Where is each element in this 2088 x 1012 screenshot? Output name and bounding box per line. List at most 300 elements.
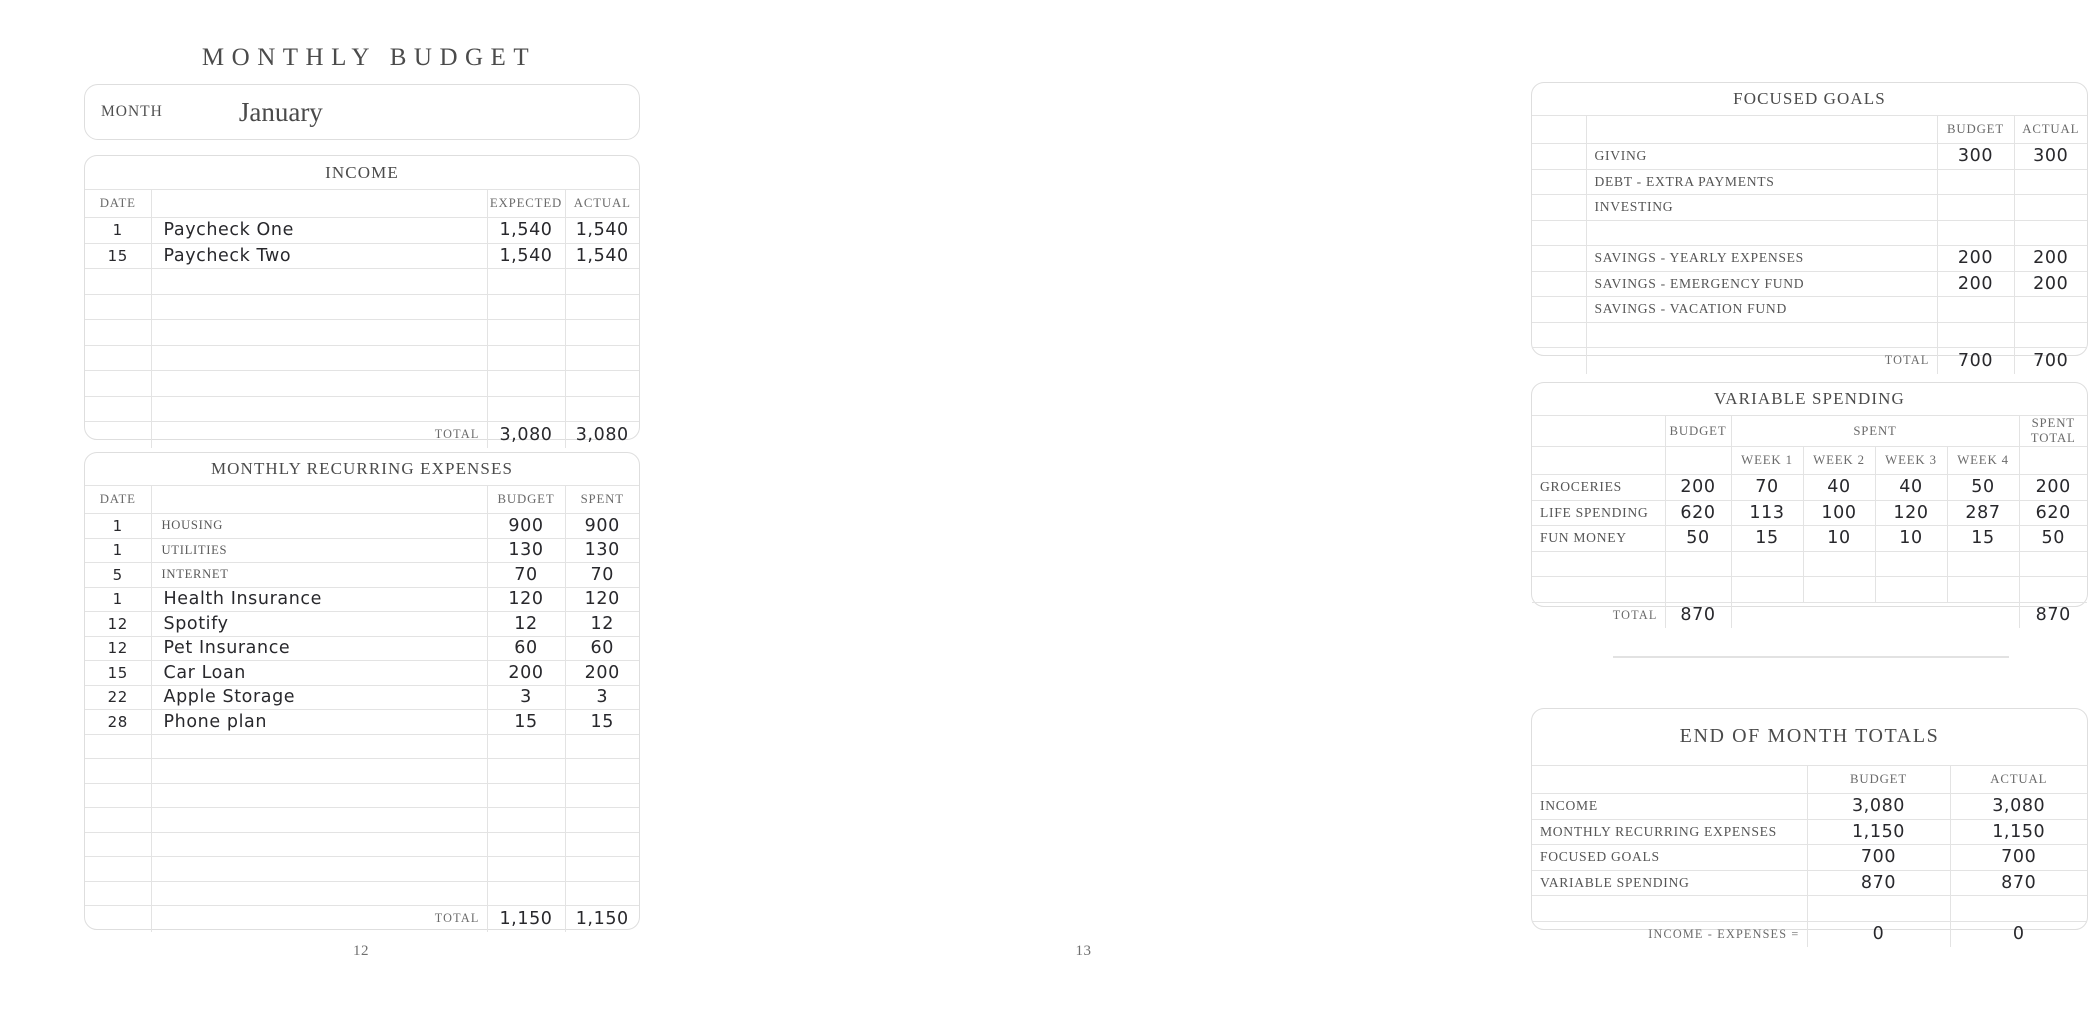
income-cell-date[interactable] [85, 345, 151, 371]
recurring-cell-desc[interactable] [151, 734, 487, 759]
eom-row [1532, 845, 2087, 871]
eom-cell-budget[interactable]: 870 [1807, 870, 1950, 896]
income-cell-expected[interactable] [487, 269, 565, 295]
variable-total-spent: 870 [2019, 602, 2087, 628]
recurring-cell-date[interactable]: 28 [85, 710, 151, 735]
income-row [85, 294, 639, 320]
section-divider [1613, 656, 2009, 658]
recurring-cell-spent[interactable] [565, 881, 639, 906]
recurring-header-budget: BUDGET [487, 486, 565, 514]
variable-total-spacer [1731, 602, 2019, 628]
variable-cell-spent-total[interactable]: 620 [2019, 500, 2087, 526]
recurring-total-spacer [85, 906, 151, 932]
income-row [85, 243, 639, 269]
income-row [85, 396, 639, 422]
income-cell-date[interactable]: 15 [85, 243, 151, 269]
income-total-expected: 3,080 [487, 422, 565, 448]
recurring-cell-date[interactable] [85, 808, 151, 833]
variable-cell-week-3[interactable]: 40 [1875, 475, 1947, 501]
recurring-cell-spent[interactable] [565, 832, 639, 857]
variable-cell-label[interactable] [1532, 577, 1665, 603]
recurring-cell-budget[interactable]: 60 [487, 636, 565, 661]
recurring-cell-desc[interactable]: UTILITIES [151, 538, 487, 563]
variable-spending-table [1532, 415, 2087, 628]
variable-cell-label[interactable]: GROCERIES [1532, 475, 1665, 501]
goals-row [1532, 246, 2087, 272]
eom-cell-budget[interactable]: 700 [1807, 845, 1950, 871]
variable-cell-label[interactable]: FUN MONEY [1532, 526, 1665, 552]
recurring-cell-date[interactable]: 1 [85, 538, 151, 563]
variable-total-label: TOTAL [1532, 602, 1665, 628]
variable-cell-label[interactable] [1532, 551, 1665, 577]
income-table [85, 189, 639, 448]
recurring-cell-desc[interactable]: HOUSING [151, 514, 487, 539]
eom-cell-budget[interactable]: 3,080 [1807, 794, 1950, 820]
variable-row [1532, 500, 2087, 526]
recurring-cell-desc[interactable] [151, 881, 487, 906]
variable-cell-week-3[interactable] [1875, 551, 1947, 577]
income-cell-actual[interactable] [565, 371, 639, 397]
recurring-cell-date[interactable] [85, 783, 151, 808]
month-field[interactable] [84, 84, 640, 140]
income-row [85, 218, 639, 244]
income-cell-desc[interactable] [151, 396, 487, 422]
goals-header-blank-1 [1532, 116, 1586, 144]
income-title: INCOME [325, 163, 399, 182]
goals-cell-budget[interactable] [1937, 195, 2014, 221]
goals-cell-marker[interactable] [1532, 322, 1586, 348]
eom-header-row [1532, 766, 2087, 794]
recurring-cell-desc[interactable] [151, 783, 487, 808]
recurring-cell-budget[interactable] [487, 734, 565, 759]
recurring-row [85, 514, 639, 539]
recurring-cell-spent[interactable] [565, 734, 639, 759]
eom-total-row [1532, 921, 2087, 947]
goals-cell-label[interactable]: SAVINGS - EMERGENCY FUND [1586, 271, 1937, 297]
eom-row [1532, 794, 2087, 820]
variable-row [1532, 551, 2087, 577]
eom-cell-label: MONTHLY RECURRING EXPENSES [1532, 819, 1807, 845]
variable-cell-week-2[interactable] [1803, 551, 1875, 577]
recurring-cell-date[interactable]: 12 [85, 612, 151, 637]
goals-header-budget: BUDGET [1937, 116, 2014, 144]
recurring-cell-spent[interactable]: 15 [565, 710, 639, 735]
recurring-cell-budget[interactable] [487, 783, 565, 808]
eom-row [1532, 896, 2087, 922]
recurring-cell-spent[interactable]: 12 [565, 612, 639, 637]
recurring-cell-spent[interactable] [565, 857, 639, 882]
recurring-total-label: TOTAL [151, 906, 487, 932]
income-cell-expected[interactable] [487, 396, 565, 422]
variable-cell-budget[interactable] [1665, 577, 1731, 603]
goals-row [1532, 220, 2087, 246]
recurring-cell-desc[interactable] [151, 759, 487, 784]
income-cell-date[interactable] [85, 371, 151, 397]
eom-cell-actual[interactable] [1950, 896, 2087, 922]
recurring-cell-spent[interactable]: 900 [565, 514, 639, 539]
recurring-cell-budget[interactable]: 70 [487, 563, 565, 588]
variable-cell-spent-total[interactable] [2019, 551, 2087, 577]
recurring-cell-budget[interactable]: 130 [487, 538, 565, 563]
recurring-header-spent: SPENT [565, 486, 639, 514]
variable-header-row-2 [1532, 447, 2087, 475]
goals-cell-actual[interactable]: 200 [2014, 271, 2087, 297]
recurring-cell-desc[interactable]: Phone plan [151, 710, 487, 735]
variable-row [1532, 577, 2087, 603]
goals-cell-budget[interactable] [1937, 297, 2014, 323]
goals-cell-marker[interactable] [1532, 169, 1586, 195]
recurring-cell-desc[interactable]: Pet Insurance [151, 636, 487, 661]
recurring-cell-budget[interactable]: 120 [487, 587, 565, 612]
eom-cell-label: INCOME [1532, 794, 1807, 820]
income-cell-actual[interactable] [565, 345, 639, 371]
recurring-total-budget: 1,150 [487, 906, 565, 932]
eom-cell-label [1532, 896, 1807, 922]
variable-subheader-week-3: WEEK 3 [1875, 447, 1947, 475]
recurring-cell-desc[interactable]: Apple Storage [151, 685, 487, 710]
recurring-cell-spent[interactable]: 3 [565, 685, 639, 710]
income-cell-date[interactable] [85, 396, 151, 422]
recurring-cell-budget[interactable]: 3 [487, 685, 565, 710]
variable-subheader-week-2: WEEK 2 [1803, 447, 1875, 475]
recurring-row [85, 710, 639, 735]
goals-table-body [1532, 116, 2087, 374]
goals-cell-budget[interactable] [1937, 322, 2014, 348]
variable-cell-week-1[interactable]: 70 [1731, 475, 1803, 501]
eom-cell-budget[interactable] [1807, 896, 1950, 922]
income-row [85, 345, 639, 371]
recurring-row [85, 857, 639, 882]
income-row [85, 320, 639, 346]
variable-cell-week-4[interactable]: 287 [1947, 500, 2019, 526]
goals-cell-label[interactable]: DEBT - EXTRA PAYMENTS [1586, 169, 1937, 195]
goals-cell-label[interactable]: INVESTING [1586, 195, 1937, 221]
recurring-cell-desc[interactable]: Car Loan [151, 661, 487, 686]
income-header-expected: EXPECTED [487, 190, 565, 218]
goals-cell-marker[interactable] [1532, 271, 1586, 297]
income-cell-desc[interactable]: Paycheck Two [151, 243, 487, 269]
recurring-cell-desc[interactable] [151, 857, 487, 882]
variable-total-row [1532, 602, 2087, 628]
recurring-cell-desc[interactable]: INTERNET [151, 563, 487, 588]
recurring-cell-budget[interactable]: 12 [487, 612, 565, 637]
recurring-cell-spent[interactable] [565, 759, 639, 784]
variable-subheader-blank-2 [1665, 447, 1731, 475]
recurring-cell-date[interactable]: 22 [85, 685, 151, 710]
income-cell-expected[interactable] [487, 345, 565, 371]
eom-header-blank [1532, 766, 1807, 794]
income-cell-desc[interactable] [151, 371, 487, 397]
recurring-cell-budget[interactable] [487, 759, 565, 784]
goals-cell-label[interactable] [1586, 220, 1937, 246]
income-header-actual: ACTUAL [565, 190, 639, 218]
eom-total-actual: 0 [1950, 921, 2087, 947]
goals-cell-actual[interactable] [2014, 195, 2087, 221]
goals-cell-actual[interactable] [2014, 169, 2087, 195]
recurring-cell-spent[interactable]: 60 [565, 636, 639, 661]
variable-cell-spent-total[interactable] [2019, 577, 2087, 603]
goals-cell-label[interactable]: SAVINGS - YEARLY EXPENSES [1586, 246, 1937, 272]
recurring-cell-date[interactable] [85, 734, 151, 759]
recurring-cell-date[interactable]: 5 [85, 563, 151, 588]
income-cell-expected[interactable] [487, 320, 565, 346]
recurring-row [85, 759, 639, 784]
goals-total-label: TOTAL [1586, 348, 1937, 374]
variable-cell-week-1[interactable]: 15 [1731, 526, 1803, 552]
recurring-cell-spent[interactable] [565, 783, 639, 808]
recurring-row [85, 587, 639, 612]
income-cell-actual[interactable] [565, 396, 639, 422]
goals-cell-actual[interactable] [2014, 322, 2087, 348]
goals-cell-marker[interactable] [1532, 246, 1586, 272]
variable-cell-budget[interactable]: 50 [1665, 526, 1731, 552]
recurring-total-row [85, 906, 639, 932]
focused-goals-table [1532, 115, 2087, 374]
goals-cell-budget[interactable]: 200 [1937, 271, 2014, 297]
goals-row [1532, 322, 2087, 348]
recurring-cell-budget[interactable] [487, 832, 565, 857]
goals-header-row [1532, 116, 2087, 144]
variable-cell-week-2[interactable]: 100 [1803, 500, 1875, 526]
goals-header-actual: ACTUAL [2014, 116, 2087, 144]
goals-row [1532, 271, 2087, 297]
income-total-row [85, 422, 639, 448]
recurring-cell-budget[interactable] [487, 857, 565, 882]
recurring-cell-budget[interactable]: 900 [487, 514, 565, 539]
goals-cell-actual[interactable] [2014, 220, 2087, 246]
eom-cell-label: FOCUSED GOALS [1532, 845, 1807, 871]
goals-cell-actual[interactable] [2014, 297, 2087, 323]
goals-row [1532, 195, 2087, 221]
month-value[interactable]: January [238, 96, 323, 127]
income-cell-actual[interactable] [565, 320, 639, 346]
eom-header-actual: ACTUAL [1950, 766, 2087, 794]
variable-cell-label[interactable]: LIFE SPENDING [1532, 500, 1665, 526]
goals-row [1532, 169, 2087, 195]
variable-cell-budget[interactable]: 620 [1665, 500, 1731, 526]
variable-subheader-week-1: WEEK 1 [1731, 447, 1803, 475]
variable-cell-budget[interactable] [1665, 551, 1731, 577]
variable-cell-week-3[interactable]: 120 [1875, 500, 1947, 526]
focused-goals-title: FOCUSED GOALS [1733, 89, 1886, 108]
variable-cell-week-2[interactable]: 40 [1803, 475, 1875, 501]
income-cell-desc[interactable]: Paycheck One [151, 218, 487, 244]
income-cell-desc[interactable] [151, 269, 487, 295]
recurring-cell-budget[interactable]: 200 [487, 661, 565, 686]
variable-header-spent-total: SPENT TOTAL [2019, 416, 2087, 447]
recurring-cell-date[interactable]: 1 [85, 514, 151, 539]
eom-total-label: INCOME - EXPENSES = [1532, 921, 1807, 947]
recurring-cell-desc[interactable] [151, 832, 487, 857]
end-of-month-totals-table [1532, 765, 2087, 947]
eom-total-budget: 0 [1807, 921, 1950, 947]
variable-total-budget: 870 [1665, 602, 1731, 628]
recurring-header-row [85, 486, 639, 514]
recurring-row [85, 783, 639, 808]
page-right [722, 0, 2080, 1012]
recurring-cell-date[interactable] [85, 881, 151, 906]
variable-cell-week-4[interactable]: 50 [1947, 475, 2019, 501]
recurring-cell-desc[interactable]: Health Insurance [151, 587, 487, 612]
recurring-cell-date[interactable]: 1 [85, 587, 151, 612]
goals-cell-marker[interactable] [1532, 195, 1586, 221]
eom-cell-actual[interactable]: 870 [1950, 870, 2087, 896]
variable-cell-spent-total[interactable]: 200 [2019, 475, 2087, 501]
recurring-cell-spent[interactable]: 130 [565, 538, 639, 563]
goals-total-spacer [1532, 348, 1586, 374]
income-cell-expected[interactable] [487, 371, 565, 397]
income-cell-expected[interactable]: 1,540 [487, 243, 565, 269]
income-row [85, 269, 639, 295]
variable-spending-title: VARIABLE SPENDING [1714, 389, 1905, 408]
end-of-month-totals-card [1531, 708, 2088, 945]
income-row [85, 371, 639, 397]
income-cell-date[interactable]: 1 [85, 218, 151, 244]
page-title: MONTHLY BUDGET [201, 44, 537, 71]
eom-cell-label: VARIABLE SPENDING [1532, 870, 1807, 896]
income-table-body [85, 190, 639, 448]
variable-cell-spent-total[interactable]: 50 [2019, 526, 2087, 552]
goals-cell-label[interactable]: SAVINGS - VACATION FUND [1586, 297, 1937, 323]
variable-cell-budget[interactable]: 200 [1665, 475, 1731, 501]
recurring-cell-budget[interactable] [487, 881, 565, 906]
variable-row [1532, 526, 2087, 552]
goals-cell-actual[interactable]: 300 [2014, 144, 2087, 170]
recurring-cell-date[interactable] [85, 857, 151, 882]
recurring-row [85, 685, 639, 710]
goals-cell-label[interactable]: GIVING [1586, 144, 1937, 170]
income-card [84, 155, 640, 445]
eom-table-body [1532, 766, 2087, 948]
variable-subheader-blank-1 [1532, 447, 1665, 475]
variable-cell-week-4[interactable] [1947, 577, 2019, 603]
income-cell-date[interactable] [85, 294, 151, 320]
income-total-label: TOTAL [151, 422, 487, 448]
income-cell-date[interactable] [85, 269, 151, 295]
income-cell-actual[interactable] [565, 269, 639, 295]
variable-subheader-blank-3 [2019, 447, 2087, 475]
variable-cell-week-3[interactable]: 10 [1875, 526, 1947, 552]
income-total-spacer [85, 422, 151, 448]
recurring-expenses-card [84, 452, 640, 930]
recurring-cell-budget[interactable] [487, 808, 565, 833]
goals-cell-budget[interactable] [1937, 169, 2014, 195]
income-header-date: DATE [85, 190, 151, 218]
variable-spending-card [1531, 382, 2088, 626]
recurring-row [85, 881, 639, 906]
recurring-cell-spent[interactable]: 200 [565, 661, 639, 686]
income-cell-expected[interactable] [487, 294, 565, 320]
goals-cell-budget[interactable] [1937, 220, 2014, 246]
goals-header-blank-2 [1586, 116, 1937, 144]
recurring-cell-date[interactable]: 15 [85, 661, 151, 686]
variable-cell-week-1[interactable]: 113 [1731, 500, 1803, 526]
month-label: MONTH [101, 103, 163, 120]
recurring-row [85, 734, 639, 759]
income-cell-expected[interactable]: 1,540 [487, 218, 565, 244]
income-cell-desc[interactable] [151, 294, 487, 320]
variable-header-budget: BUDGET [1665, 416, 1731, 447]
income-cell-actual[interactable]: 1,540 [565, 243, 639, 269]
recurring-row [85, 538, 639, 563]
income-cell-actual[interactable]: 1,540 [565, 218, 639, 244]
goals-cell-actual[interactable]: 200 [2014, 246, 2087, 272]
recurring-table-body [85, 486, 639, 932]
eom-cell-actual[interactable]: 700 [1950, 845, 2087, 871]
variable-cell-week-2[interactable] [1803, 577, 1875, 603]
variable-cell-week-4[interactable]: 15 [1947, 526, 2019, 552]
recurring-cell-date[interactable] [85, 832, 151, 857]
recurring-cell-spent[interactable]: 120 [565, 587, 639, 612]
recurring-total-spent: 1,150 [565, 906, 639, 932]
recurring-cell-date[interactable]: 12 [85, 636, 151, 661]
goals-cell-marker[interactable] [1532, 297, 1586, 323]
recurring-row [85, 808, 639, 833]
goals-total-actual: 700 [2014, 348, 2087, 374]
eom-row [1532, 819, 2087, 845]
goals-cell-label[interactable] [1586, 322, 1937, 348]
variable-table-body [1532, 416, 2087, 629]
variable-subheader-week-4: WEEK 4 [1947, 447, 2019, 475]
income-header-row [85, 190, 639, 218]
recurring-cell-spent[interactable]: 70 [565, 563, 639, 588]
variable-cell-week-3[interactable] [1875, 577, 1947, 603]
variable-cell-week-4[interactable] [1947, 551, 2019, 577]
recurring-cell-date[interactable] [85, 759, 151, 784]
goals-total-row [1532, 348, 2087, 374]
variable-header-row-1 [1532, 416, 2087, 447]
eom-cell-budget[interactable]: 1,150 [1807, 819, 1950, 845]
page-number-right: 13 [1075, 943, 1092, 959]
goals-cell-marker[interactable] [1532, 220, 1586, 246]
goals-cell-budget[interactable]: 200 [1937, 246, 2014, 272]
income-cell-actual[interactable] [565, 294, 639, 320]
goals-row [1532, 144, 2087, 170]
recurring-cell-spent[interactable] [565, 808, 639, 833]
variable-cell-week-1[interactable] [1731, 551, 1803, 577]
recurring-cell-budget[interactable]: 15 [487, 710, 565, 735]
variable-header-spent: SPENT [1731, 416, 2019, 447]
recurring-row [85, 612, 639, 637]
income-total-actual: 3,080 [565, 422, 639, 448]
recurring-header-date: DATE [85, 486, 151, 514]
eom-cell-actual[interactable]: 3,080 [1950, 794, 2087, 820]
recurring-expenses-table [85, 485, 639, 932]
eom-cell-actual[interactable]: 1,150 [1950, 819, 2087, 845]
variable-row [1532, 475, 2087, 501]
income-header-desc [151, 190, 487, 218]
page-number-left: 12 [353, 943, 369, 959]
recurring-expenses-title: MONTHLY RECURRING EXPENSES [210, 459, 514, 478]
end-of-month-totals-title: END OF MONTH TOTALS [1679, 725, 1940, 747]
focused-goals-card [1531, 82, 2088, 371]
income-cell-desc[interactable] [151, 320, 487, 346]
goals-cell-budget[interactable]: 300 [1937, 144, 2014, 170]
recurring-cell-desc[interactable] [151, 808, 487, 833]
goals-total-budget: 700 [1937, 348, 2014, 374]
recurring-row [85, 661, 639, 686]
recurring-cell-desc[interactable]: Spotify [151, 612, 487, 637]
page-left [0, 0, 722, 1012]
goals-cell-marker[interactable] [1532, 144, 1586, 170]
variable-cell-week-1[interactable] [1731, 577, 1803, 603]
eom-row [1532, 870, 2087, 896]
eom-header-budget: BUDGET [1807, 766, 1950, 794]
income-cell-desc[interactable] [151, 345, 487, 371]
income-cell-date[interactable] [85, 320, 151, 346]
variable-cell-week-2[interactable]: 10 [1803, 526, 1875, 552]
goals-row [1532, 297, 2087, 323]
